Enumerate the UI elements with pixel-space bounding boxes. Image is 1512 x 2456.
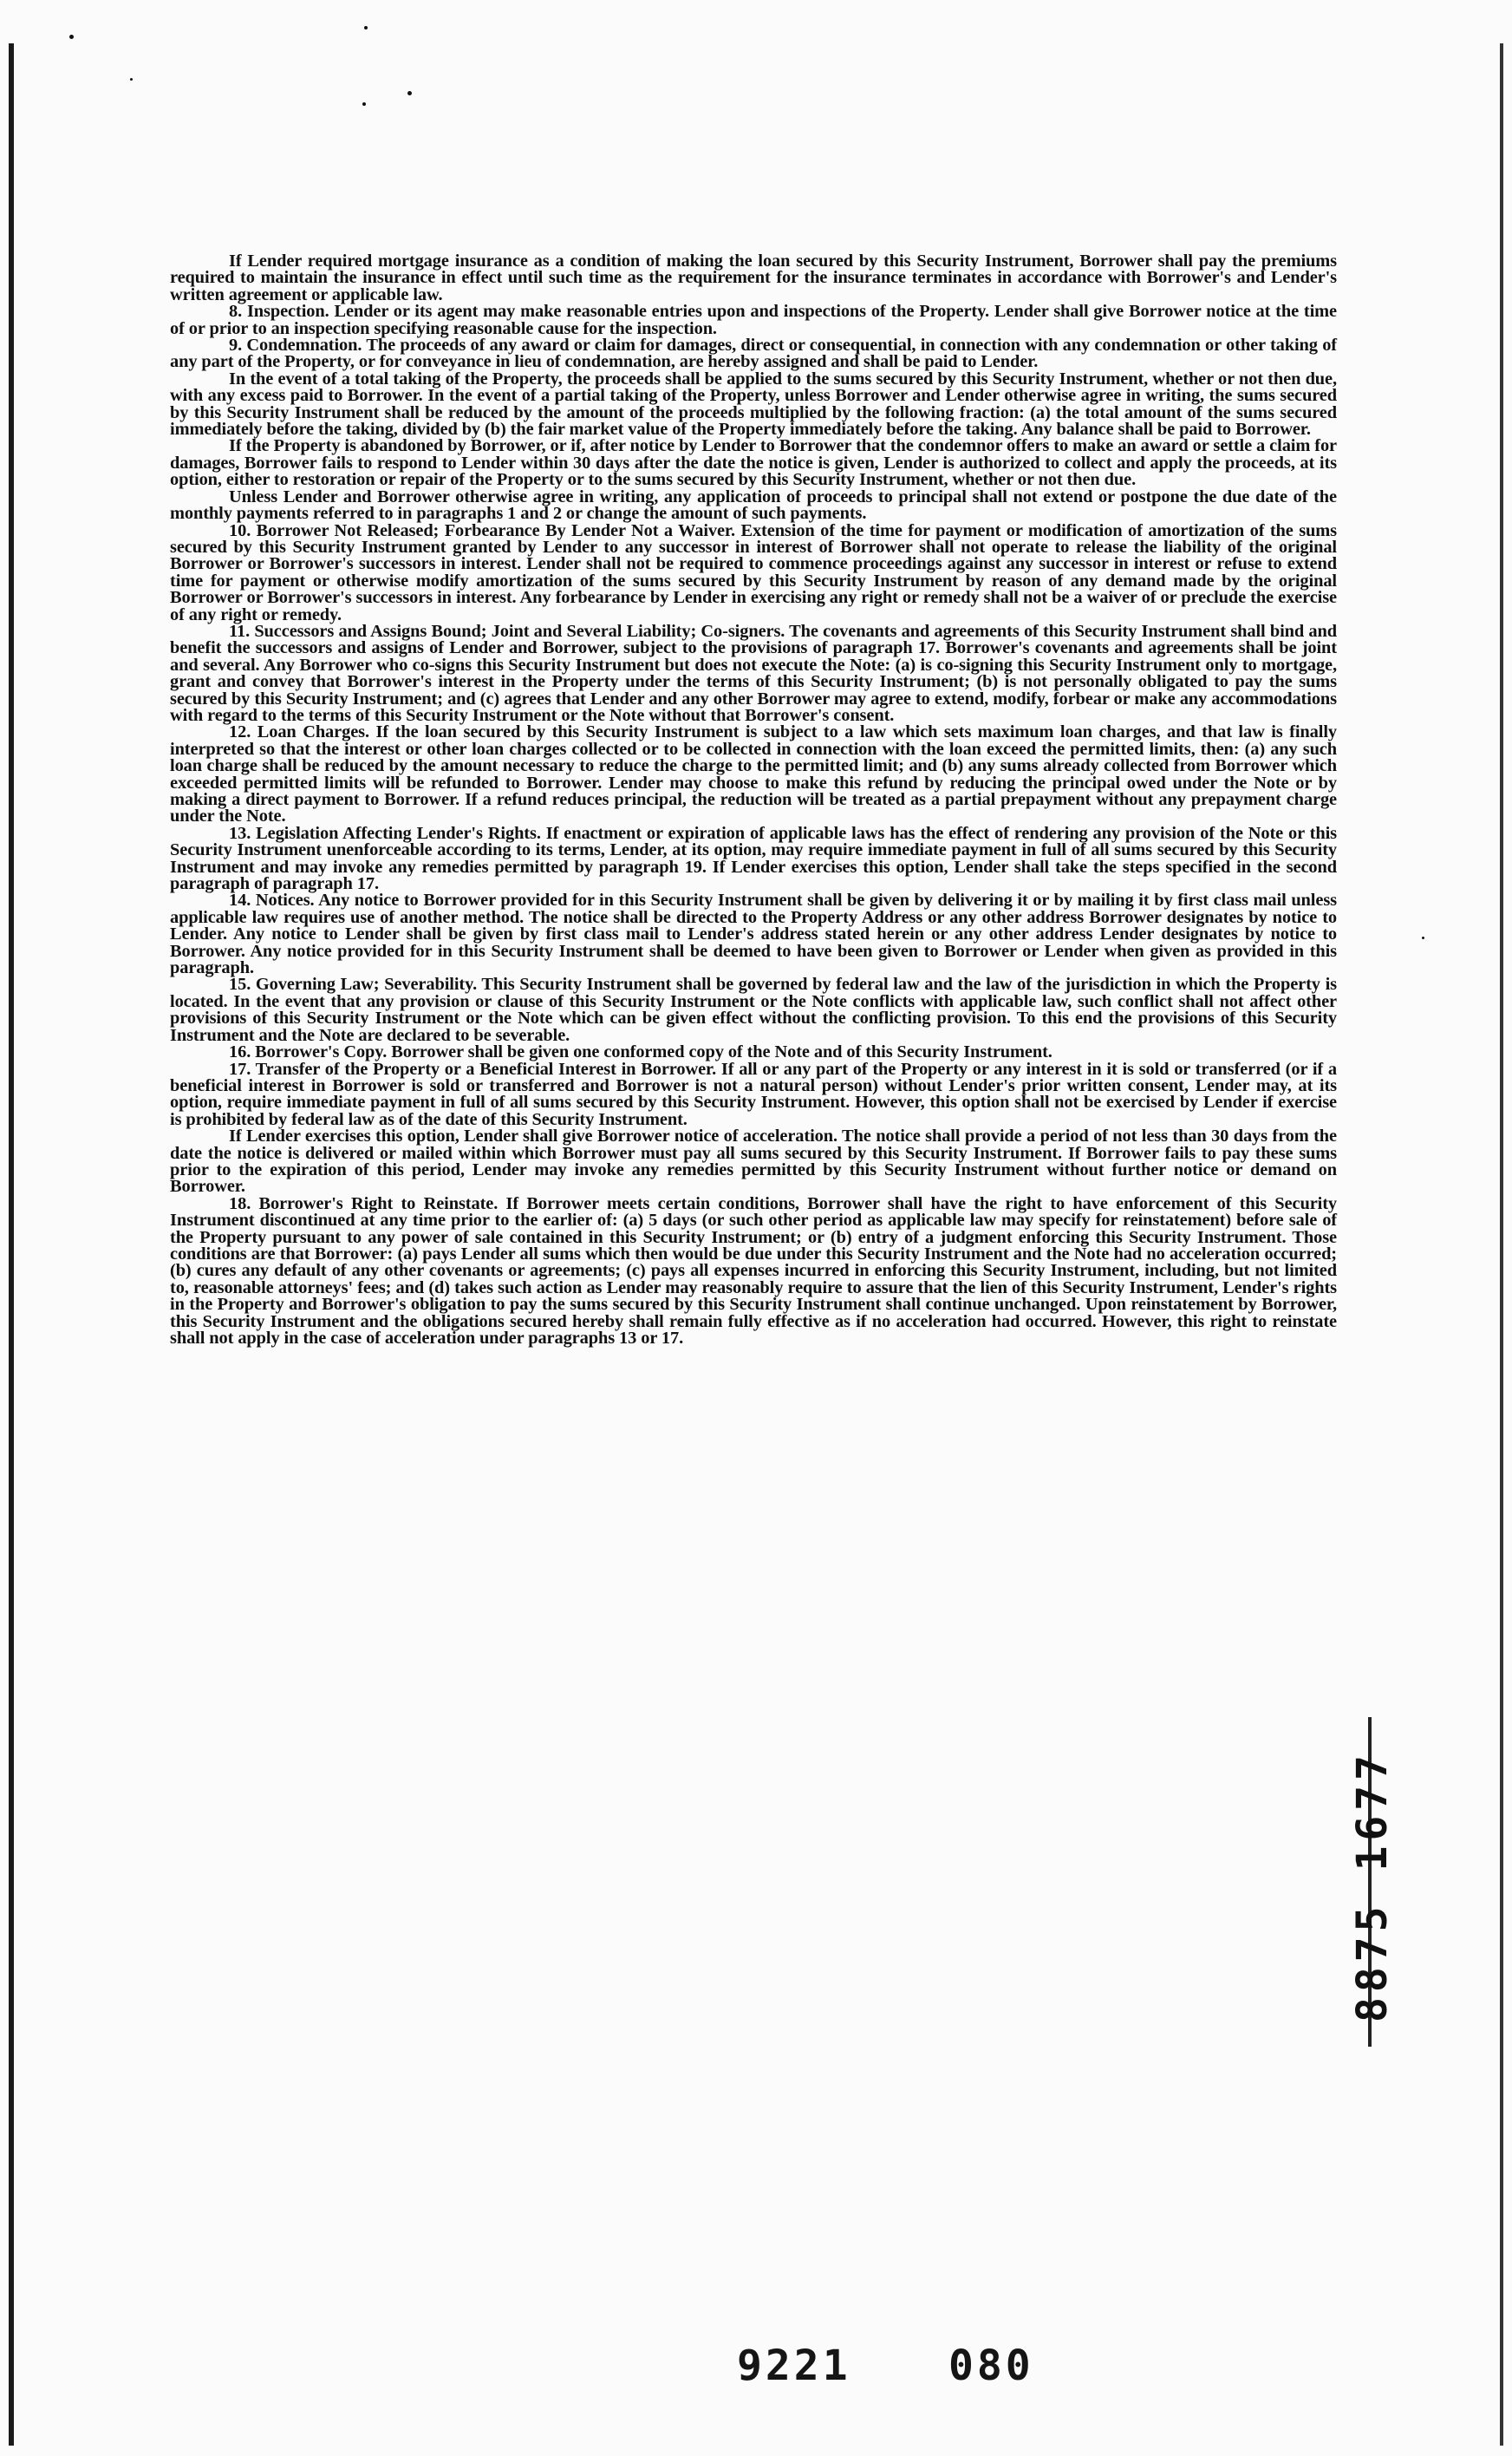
paragraph-right-to-reinstate: 18. Borrower's Right to Reinstate. If Borrower meets certain conditions, Borrower shall have the right to have enforcement of this Security Instrument discontinued at any time prior to the earlier of: (a) 5 days (or such other period as applicable law may specify for reinstatement) before sale of the Property pursuant to any power of sale contained in this Security Instrument; or (b) entry of a judgment enforcing this Security Instrument. Those conditions are that Borrower: (a) pays Lender all sums which then would be due under this Security Instrument and the Note had no acceleration occurred; (b) cures any default of any other covenants or agreements; (c) pays all expenses incurred in enforcing this Security Instrument, including, but not limited to, reasonable attorneys' fees; and (d) takes such action as Lender may reasonably require to assure that the lien of this Security Instrument, Lender's rights in the Property and Borrower's obligation to pay the sums secured by this Security Instrument shall continue unchanged. Upon reinstatement by Borrower, this Security Instrument and the obligations secured hereby shall remain fully effective as if no acceleration had occurred. However, this right to reinstate shall not apply in the case of acceleration under paragraphs 13 or 17.: [170, 1193, 1337, 1348]
footer-number-left: 9221: [737, 2342, 851, 2390]
paragraph-governing-law: 15. Governing Law; Severability. This Security Instrument shall be governed by federal law and the law of the jurisdiction in which the Property is located. In the event that any provision or clause of this Security Instrument or the Note conflicts with applicable law, such conflict shall not affect other provisions of this Security Instrument or the Note which can be given effect without the conflicting provision. To this end the provisions of this Security Instrument and the Note are declared to be severable.: [170, 975, 1337, 1045]
footer-number-right: 080: [948, 2342, 1034, 2390]
paragraph-borrower-not-released: 10. Borrower Not Released; Forbearance By Lender Not a Waiver. Extension of the time for payment or modification of amortization of the sums secured by this Security Instrument granted by Lender to any successor in interest of Borrower shall not operate to release the liability of the original Borrower or Borrower's successors in interest. Lender shall not be required to commence proceedings against any successor in interest or refuse to extend time for payment or otherwise modify amortization of the sums secured by this Security Instrument by reason of any demand made by the original Borrower or Borrower's successors in interest. Any forbearance by Lender in exercising any right or remedy shall not be a waiver of or preclude the exercise of any right or remedy.: [170, 520, 1337, 624]
scan-speck: [69, 35, 74, 39]
scan-speck: [1422, 937, 1424, 939]
page-footer: [737, 2342, 1049, 2394]
document-body: [170, 253, 1337, 1347]
scan-speck: [130, 78, 133, 81]
side-stamp: [1342, 1695, 1403, 2077]
scan-speck: [407, 91, 412, 95]
paragraph-acceleration-notice: If Lender exercises this option, Lender shall give Borrower notice of acceleration. The notice shall provide a period of not less than 30 days from the date the notice is delivered or mailed within which Borrower must pay all sums secured by this Security Instrument. If Borrower fails to pay these sums prior to the expiration of this period, Lender may invoke any remedies permitted by this Security Instrument without further notice or demand on Borrower.: [170, 1127, 1337, 1197]
paragraph-proceeds-application: Unless Lender and Borrower otherwise agree in writing, any application of proceeds to principal shall not extend or postpone the due date of the monthly payments referred to in paragraphs 1 and 2 or change the amount of such payments.: [170, 487, 1337, 524]
paragraph-successors-assigns: 11. Successors and Assigns Bound; Joint and Several Liability; Co-signers. The covenants and agreements of this Security Instrument shall bind and benefit the successors and assigns of Lender and Borrower, subject to the provisions of paragraph 17. Borrower's covenants and agreements shall be joint and several. Any Borrower who co-signs this Security Instrument but does not execute the Note: (a) is co-signing this Security Instrument only to mortgage, grant and convey that Borrower's interest in the Property under the terms of this Security Instrument; (b) is not personally obligated to pay the sums secured by this Security Instrument; and (c) agrees that Lender and any other Borrower may agree to extend, modify, forbear or make any accommodations with regard to the terms of this Security Instrument or the Note without that Borrower's consent.: [170, 621, 1337, 725]
paragraph-notices: 14. Notices. Any notice to Borrower provided for in this Security Instrument shall be given by delivering it or by mailing it by first class mail unless applicable law requires use of another method. The notice shall be directed to the Property Address or any other address Borrower designates by notice to Lender. Any notice to Lender shall be given by first class mail to Lender's address stated herein or any other address Lender designates by notice to Borrower. Any notice provided for in this Security Instrument shall be deemed to have been given to Borrower or Lender when given as provided in this paragraph.: [170, 891, 1337, 978]
paragraph-inspection: 8. Inspection. Lender or its agent may make reasonable entries upon and inspections of the Property. Lender shall give Borrower notice at the time of or prior to an inspection specifying reasonable cause for the inspection.: [170, 302, 1337, 338]
paragraph-condemnation: 9. Condemnation. The proceeds of any award or claim for damages, direct or consequential, in connection with any condemnation or other taking of any part of the Property, or for conveyance in lieu of condemnation, are hereby assigned and shall be paid to Lender.: [170, 336, 1337, 372]
paragraph-total-taking: In the event of a total taking of the Property, the proceeds shall be applied to the sums secured by this Security Instrument, whether or not then due, with any excess paid to Borrower. In the event of a partial taking of the Property, unless Borrower and Lender otherwise agree in writing, the sums secured by this Security Instrument shall be reduced by the amount of the proceeds multiplied by the following fraction: (a) the total amount of the sums secured immediately before the taking, divided by (b) the fair market value of the Property immediately before the taking. Any balance shall be paid to Borrower.: [170, 369, 1337, 440]
paragraph-borrowers-copy: 16. Borrower's Copy. Borrower shall be given one conformed copy of the Note and of this Security Instrument.: [229, 1042, 1053, 1062]
paragraph-transfer-of-property: 17. Transfer of the Property or a Beneficial Interest in Borrower. If all or any part of the Property or any interest in it is sold or transferred (or if a beneficial interest in Borrower is sold or transferred and Borrower is not a natural person) without Lender's prior written consent, Lender may, at its option, require immediate payment in full of all sums secured by this Security Instrument. However, this option shall not be exercised by Lender if exercise is prohibited by federal law as of the date of this Security Instrument.: [170, 1059, 1337, 1129]
paragraph-abandoned-property: If the Property is abandoned by Borrower, or if, after notice by Lender to Borrower that the condemnor offers to make an award or settle a claim for damages, Borrower fails to respond to Lender within 30 days after the date the notice is given, Lender is authorized to collect and apply the proceeds, at its option, either to restoration or repair of the Property or to the sums secured by this Security Instrument, whether or not then due.: [170, 436, 1337, 490]
scan-speck: [364, 26, 368, 29]
side-stamp-text: 8875 1677: [1348, 1749, 1397, 2023]
paragraph-loan-charges: 12. Loan Charges. If the loan secured by this Security Instrument is subject to a law which sets maximum loan charges, and that law is finally interpreted so that the interest or other loan charges collected or to be collected in connection with the loan exceed the permitted limits, then: (a) any such loan charge shall be reduced by the amount necessary to reduce the charge to the permitted limit; and (b) any sums already collected from Borrower which exceeded permitted limits will be refunded to Borrower. Lender may choose to make this refund by reducing the principal owed under the Note or by making a direct payment to Borrower. If a refund reduces principal, the reduction will be treated as a partial prepayment without any prepayment charge under the Note.: [170, 722, 1337, 826]
scan-speck: [362, 102, 366, 106]
paragraph-legislation: 13. Legislation Affecting Lender's Rights. If enactment or expiration of applicable laws has the effect of rendering any provision of the Note or this Security Instrument unenforceable according to its terms, Lender, at its option, may require immediate payment in full of all sums secured by this Security Instrument and may invoke any remedies permitted by paragraph 19. If Lender exercises this option, Lender shall take the steps specified in the second paragraph of paragraph 17.: [170, 823, 1337, 894]
paragraph-mortgage-insurance: If Lender required mortgage insurance as a condition of making the loan secured by this Security Instrument, Borrower shall pay the premiums required to maintain the insurance in effect until such time as the requirement for the insurance terminates in accordance with Borrower's and Lender's written agreement or applicable law.: [170, 251, 1337, 304]
